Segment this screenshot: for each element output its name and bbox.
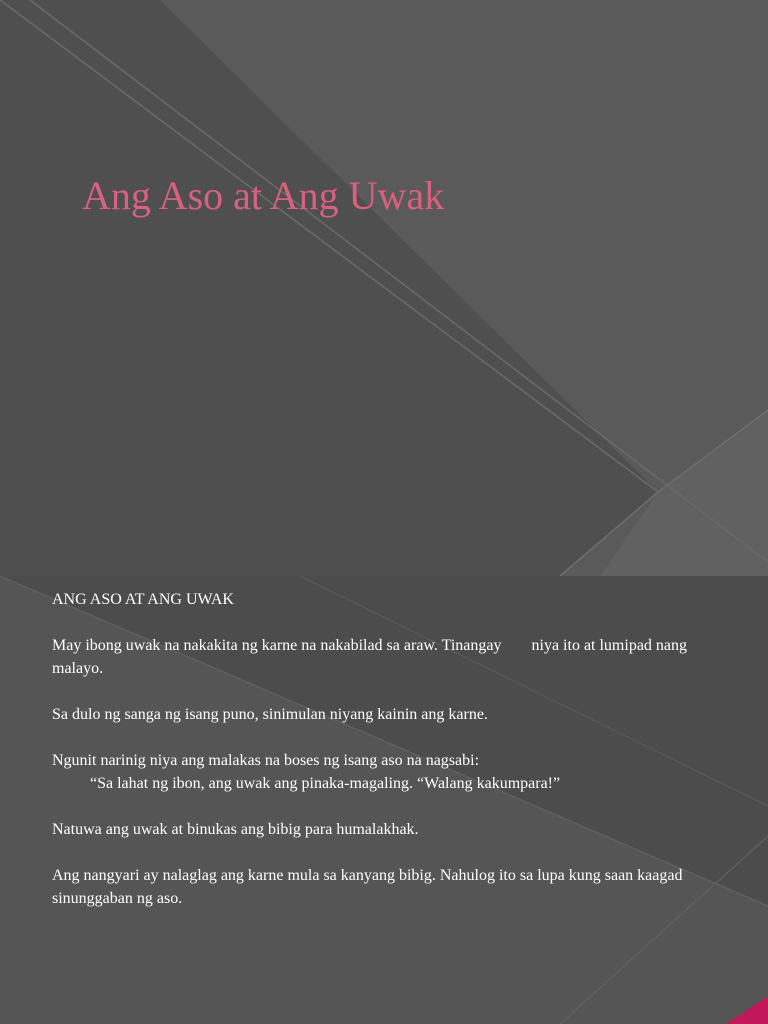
paragraph-3-line-1: Ngunit narinig niya ang malakas na boses ng isang aso na nagsabi: <box>52 752 480 769</box>
paragraph-1: May ibong uwak na nakakita ng karne na nakabilad sa araw. Tinangay niya ito at lumipad nang malayo. <box>52 637 688 677</box>
content-slide <box>0 576 768 1024</box>
slide-title: Ang Aso at Ang Uwak <box>82 173 445 218</box>
paragraph-3 <box>52 749 742 795</box>
quote-line: “Sa lahat ng ibon, ang uwak ang pinaka-magaling. “Walang kakumpara!” <box>90 775 561 792</box>
story-text <box>52 588 742 933</box>
story-heading: ANG ASO AT ANG UWAK <box>52 591 234 608</box>
paragraph-4: Natuwa ang uwak at binukas ang bibig para humalakhak. <box>52 821 419 838</box>
paragraph-5: Ang nangyari ay nalaglag ang karne mula sa kanyang bibig. Nahulog ito sa lupa kung saan kaagad sinunggaban ng aso. <box>52 867 683 907</box>
paragraph-2: Sa dulo ng sanga ng isang puno, sinimulan niyang kainin ang karne. <box>52 706 488 723</box>
